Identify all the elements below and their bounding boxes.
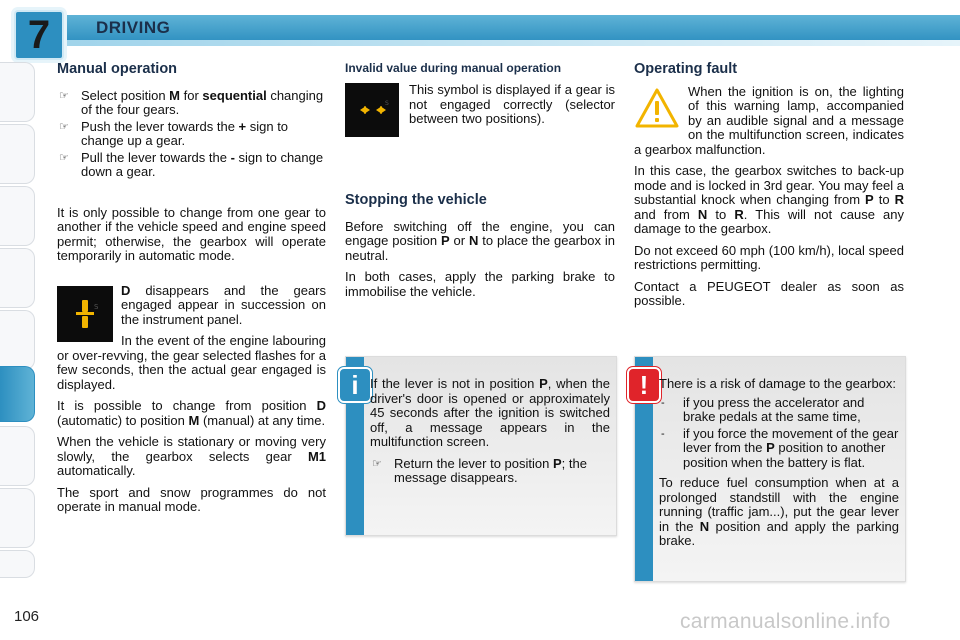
list-item: - if you force the movement of the gear lever from the P position to another position when the battery is flat.	[661, 425, 899, 470]
fuel-consumption-paragraph: To reduce fuel consumption when at a prolonged standstill with the engine running (traffic jam...), put the gear lever in the N position and apply the parking brake.	[659, 475, 899, 548]
info-icon: i	[338, 367, 372, 403]
chapter-tab-active[interactable]	[0, 366, 35, 422]
chapter-tab-5[interactable]	[0, 310, 35, 370]
column-operating-fault	[634, 62, 904, 316]
chapter-tab-9[interactable]	[0, 550, 35, 578]
pointing-hand-icon: ☞	[59, 151, 69, 164]
sport-snow-paragraph: The sport and snow programmes do not operate in manual mode.	[57, 484, 326, 514]
stopping-paragraph-1: Before switching off the engine, you can engage position P or N to place the gearbox in neutral.	[345, 218, 615, 263]
fault-paragraph-2: In this case, the gearbox switches to back-up mode and is locked in 3rd gear. You may feel a substantial knock when changing from P to R and from N to R. This will not cause any damage to the gearbox.	[634, 163, 904, 236]
list-item: ☞ Pull the lever towards the - sign to change down a gear.	[59, 149, 324, 179]
chapter-tab-1[interactable]	[0, 62, 35, 122]
stopping-vehicle-heading: Stopping the vehicle	[345, 192, 487, 208]
warning-intro: There is a risk of damage to the gearbox:	[659, 376, 897, 391]
page-number: 106	[14, 608, 40, 625]
d-disappears-paragraph: D disappears and the gears engaged appear in succession on the instrument panel.	[121, 282, 326, 327]
manual-operation-heading: Manual operation	[57, 61, 178, 77]
column-manual-operation	[57, 62, 326, 522]
info-note-content	[370, 377, 610, 488]
pointing-hand-icon: ☞	[59, 120, 69, 133]
chapter-tab-8[interactable]	[0, 488, 35, 548]
list-item: ☞ Select position M for sequential changing of the four gears.	[59, 87, 324, 117]
gear-display-icon	[57, 286, 113, 342]
svg-text:S: S	[385, 100, 389, 107]
chapter-tab-2[interactable]	[0, 124, 35, 184]
manual-operation-steps	[57, 89, 326, 180]
labouring-paragraph: In the event of the engine labouring or over-revving, the gear selected flashes for a few seconds, then the actual gear engaged is displayed.	[57, 333, 326, 392]
fault-paragraph-1: When the ignition is on, the lighting of this warning lamp, accompanied by an audible signal and a message on the multifunction screen, indicates a gearbox malfunction.	[634, 83, 904, 157]
chapter-tab-4[interactable]	[0, 248, 35, 308]
warning-triangle-icon	[634, 87, 682, 131]
pointing-hand-icon: ☞	[372, 457, 382, 470]
invalid-value-block	[345, 83, 615, 139]
invalid-value-text: This symbol is displayed if a gear is not engaged correctly (selector between two positions).	[409, 82, 615, 126]
stopping-paragraph-2: In both cases, apply the parking brake to immobilise the vehicle.	[345, 269, 615, 299]
chapter-tab-3[interactable]	[0, 186, 35, 246]
watermark: carmanualsonline.info	[680, 610, 891, 633]
info-note-box	[345, 356, 617, 536]
pointing-hand-icon: ☞	[59, 89, 69, 102]
invalid-value-heading: Invalid value during manual operation	[345, 61, 562, 75]
warning-note-box	[634, 356, 906, 582]
chapter-title: DRIVING	[96, 18, 171, 37]
header-bar	[50, 15, 960, 43]
svg-text:S: S	[94, 302, 99, 311]
info-note-text: If the lever is not in position P, when the driver's door is opened or approximately 45 seconds after the ignition is switched off, a message appears in the multifunction screen.	[370, 376, 610, 449]
exclamation-icon: !	[627, 367, 661, 403]
gear-change-paragraph: It is only possible to change from one gear to another if the vehicle speed and engine speed permit; otherwise, the gearbox will operate temporarily in automatic mode.	[57, 204, 326, 263]
column-invalid-stopping	[345, 62, 615, 306]
chapter-tab-7[interactable]	[0, 426, 35, 486]
fault-paragraph-3: Do not exceed 60 mph (100 km/h), local speed restrictions permitting.	[634, 242, 904, 272]
list-item: - if you press the accelerator and brake pedals at the same time,	[661, 394, 865, 424]
change-position-paragraph: It is possible to change from position D (automatic) to position M (manual) at any time.	[57, 398, 326, 428]
chapter-number-badge: 7	[14, 10, 64, 60]
info-note-steps	[370, 457, 610, 486]
gear-display-block	[57, 284, 326, 393]
header-swoosh	[50, 40, 960, 46]
stationary-paragraph: When the vehicle is stationary or moving very slowly, the gearbox selects gear M1 automatically.	[57, 434, 326, 478]
list-item: ☞ Return the lever to position P; the message disappears.	[372, 455, 587, 485]
list-item: ☞ Push the lever towards the + sign to change up a gear.	[59, 118, 289, 148]
warning-note-content	[659, 377, 899, 556]
warning-list	[659, 396, 899, 471]
invalid-gear-icon	[345, 83, 399, 137]
operating-fault-heading: Operating fault	[634, 61, 738, 77]
fault-paragraph-4: Contact a PEUGEOT dealer as soon as possible.	[634, 278, 904, 308]
fault-warning-block	[634, 85, 904, 158]
